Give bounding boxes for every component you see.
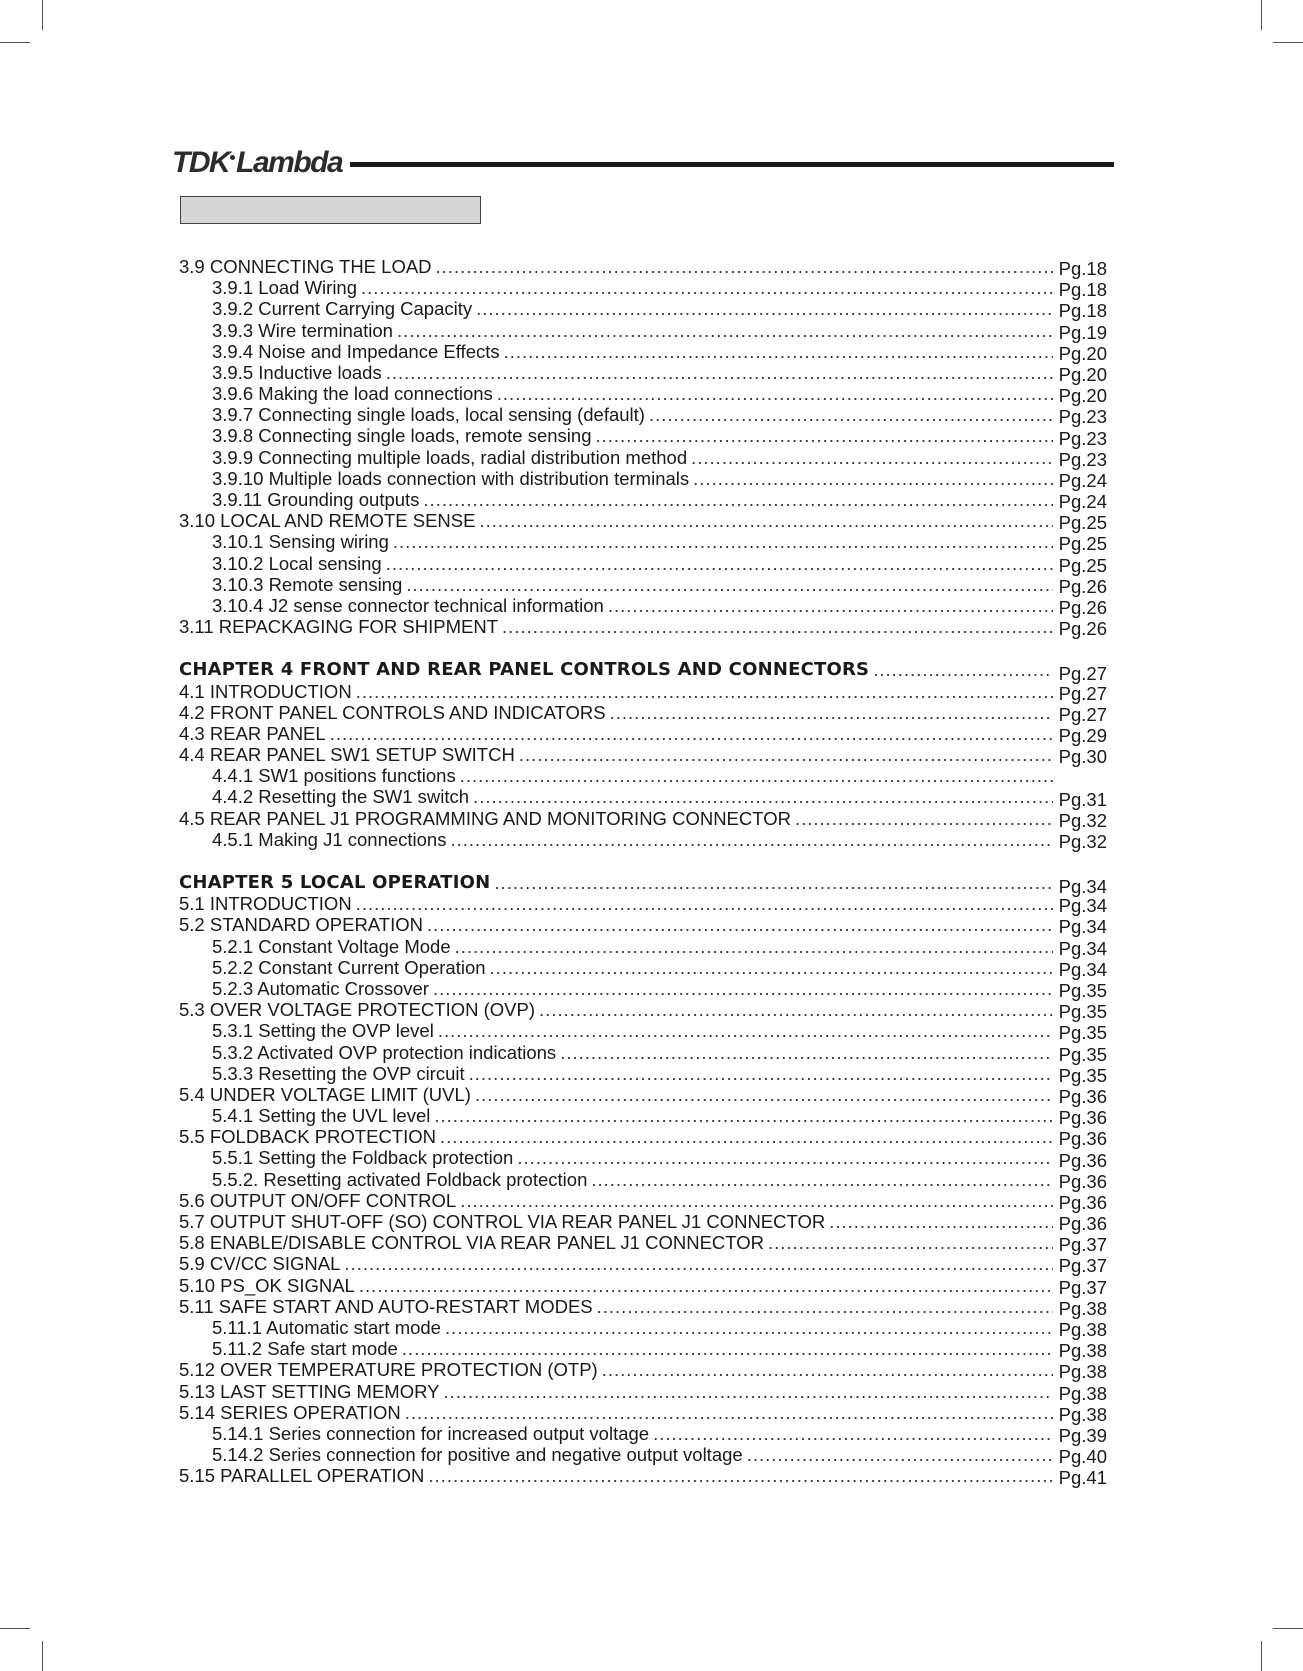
dot-leader bbox=[873, 659, 1053, 680]
toc-entry-label: 3.9.2 Current Carrying Capacity bbox=[212, 298, 476, 319]
toc-leader bbox=[179, 681, 1053, 702]
toc-page-number: Pg.36 bbox=[1058, 1128, 1107, 1150]
toc-page-number: Pg.36 bbox=[1058, 1085, 1107, 1107]
toc-entry[interactable] bbox=[179, 1126, 1107, 1150]
toc-page-number: Pg.38 bbox=[1058, 1297, 1107, 1319]
dot-leader bbox=[433, 978, 1053, 999]
toc-entry-label: 3.11 REPACKAGING FOR SHIPMENT bbox=[179, 616, 502, 637]
toc-entry[interactable] bbox=[179, 298, 1107, 322]
toc-page-number: Pg.26 bbox=[1058, 597, 1107, 618]
toc-leader bbox=[179, 1190, 1053, 1211]
toc-entry[interactable] bbox=[179, 808, 1107, 829]
toc-page-number: Pg.38 bbox=[1058, 1382, 1107, 1404]
toc-page-number: Pg.37 bbox=[1058, 1255, 1107, 1277]
dot-leader bbox=[693, 468, 1053, 489]
dot-leader bbox=[591, 1169, 1053, 1190]
toc-page-number: Pg.34 bbox=[1058, 958, 1107, 980]
toc-entry[interactable] bbox=[179, 1338, 1107, 1362]
dot-leader bbox=[445, 1317, 1053, 1338]
dot-leader bbox=[610, 702, 1053, 723]
toc-page-number: Pg.34 bbox=[1058, 876, 1107, 898]
toc-page-number: Pg.34 bbox=[1058, 937, 1107, 959]
toc-entry[interactable] bbox=[179, 1253, 1107, 1277]
toc-entry-label: 3.9 CONNECTING THE LOAD bbox=[179, 256, 436, 277]
toc-page-number: Pg.34 bbox=[1058, 895, 1107, 917]
toc-entry-label: 5.4.1 Setting the UVL level bbox=[212, 1105, 434, 1126]
crop-mark bbox=[42, 0, 43, 30]
toc-page-number: Pg.18 bbox=[1058, 300, 1107, 322]
toc-page-number: Pg.34 bbox=[1058, 916, 1107, 938]
toc-page-number: Pg.23 bbox=[1058, 448, 1107, 470]
toc-entry[interactable] bbox=[179, 765, 1107, 786]
dot-leader bbox=[649, 404, 1053, 425]
toc-leader bbox=[212, 489, 1053, 510]
toc-entry[interactable] bbox=[179, 277, 1107, 301]
toc-leader bbox=[212, 1317, 1053, 1338]
toc-entry-label: 5.5.1 Setting the Foldback protection bbox=[212, 1148, 517, 1169]
toc-page-number: Pg.18 bbox=[1058, 258, 1107, 279]
toc-entry-label: 3.9.8 Connecting single loads, remote sensing bbox=[212, 426, 596, 447]
dot-leader bbox=[436, 256, 1053, 277]
toc-entry-label: 3.9.11 Grounding outputs bbox=[212, 489, 423, 510]
toc-leader bbox=[212, 765, 1053, 786]
toc-page-number: Pg.35 bbox=[1058, 1022, 1107, 1044]
toc-entry-label: 3.9.7 Connecting single loads, local sensing (default) bbox=[212, 404, 649, 425]
dot-leader bbox=[434, 1105, 1053, 1126]
toc-entry-label: 5.14.2 Series connection for positive and negative output voltage bbox=[212, 1444, 747, 1465]
toc-leader bbox=[212, 1042, 1053, 1063]
toc-entry-label: 5.6 OUTPUT ON/OFF CONTROL bbox=[179, 1190, 460, 1211]
toc-entry-label: 3.9.3 Wire termination bbox=[212, 320, 397, 341]
toc-entry[interactable] bbox=[179, 574, 1107, 595]
dot-leader bbox=[423, 489, 1053, 510]
toc-leader bbox=[212, 787, 1053, 808]
toc-entry[interactable] bbox=[179, 1169, 1107, 1190]
toc-leader bbox=[179, 510, 1053, 531]
toc-entry-label: 4.5.1 Making J1 connections bbox=[212, 829, 450, 850]
toc-entry-label: 5.5 FOLDBACK PROTECTION bbox=[179, 1126, 440, 1147]
dot-leader bbox=[653, 1423, 1053, 1444]
toc-entry[interactable] bbox=[179, 1465, 1107, 1489]
toc-page-number: Pg.37 bbox=[1058, 1276, 1107, 1298]
dot-leader bbox=[829, 1211, 1053, 1232]
toc-entry[interactable] bbox=[179, 1190, 1107, 1211]
toc-entry-label: 4.4 REAR PANEL SW1 SETUP SWITCH bbox=[179, 744, 519, 765]
toc-entry[interactable] bbox=[179, 468, 1107, 489]
toc-entry-label: 5.14 SERIES OPERATION bbox=[179, 1402, 405, 1423]
toc-leader bbox=[212, 595, 1053, 616]
dot-leader bbox=[473, 787, 1053, 808]
crop-mark bbox=[0, 42, 30, 43]
dot-leader bbox=[517, 1148, 1053, 1169]
toc-page-number: Pg.23 bbox=[1058, 427, 1107, 449]
toc-leader bbox=[179, 1275, 1053, 1296]
toc-entry-label: 5.10 PS_OK SIGNAL bbox=[179, 1275, 359, 1296]
toc-leader bbox=[179, 893, 1053, 914]
toc-leader bbox=[212, 1020, 1053, 1041]
dot-leader bbox=[427, 914, 1053, 935]
toc-leader bbox=[212, 1063, 1053, 1084]
toc-page-number: Pg.26 bbox=[1058, 575, 1107, 597]
toc-leader bbox=[179, 808, 1053, 829]
dot-leader bbox=[539, 999, 1053, 1020]
toc-leader bbox=[179, 723, 1053, 744]
toc-entry-label: 5.4 UNDER VOLTAGE LIMIT (UVL) bbox=[179, 1084, 475, 1105]
dot-leader bbox=[386, 553, 1053, 574]
toc-entry-label: 5.7 OUTPUT SHUT-OFF (SO) CONTROL VIA REAR PANEL J1 CONNECTOR bbox=[179, 1211, 829, 1232]
dot-leader bbox=[502, 616, 1053, 637]
toc-leader bbox=[212, 362, 1053, 383]
toc-entry[interactable] bbox=[179, 787, 1107, 808]
toc-entry-label: 5.3.1 Setting the OVP level bbox=[212, 1020, 438, 1041]
toc-page-number: Pg.27 bbox=[1058, 682, 1107, 704]
dot-leader bbox=[497, 383, 1053, 404]
toc-page-number: Pg.24 bbox=[1058, 469, 1107, 491]
toc-entry-label: 4.4.2 Resetting the SW1 switch bbox=[212, 787, 473, 808]
toc-leader bbox=[179, 744, 1053, 765]
toc-entry[interactable] bbox=[179, 595, 1107, 616]
toc-page-number: Pg.27 bbox=[1058, 663, 1107, 685]
toc-page-number: Pg.36 bbox=[1058, 1191, 1107, 1213]
dot-leader bbox=[438, 1020, 1053, 1041]
toc-page-number: Pg.19 bbox=[1058, 321, 1107, 343]
toc-leader bbox=[212, 978, 1053, 999]
dot-leader bbox=[450, 829, 1053, 850]
toc-chapter-heading[interactable] bbox=[179, 872, 1107, 898]
toc-page-number: Pg.38 bbox=[1058, 1319, 1107, 1340]
toc-leader bbox=[212, 1148, 1053, 1169]
crop-mark bbox=[0, 1628, 30, 1629]
dot-leader bbox=[795, 808, 1053, 829]
toc-leader bbox=[212, 1105, 1053, 1126]
toc-entry-label: 5.15 PARALLEL OPERATION bbox=[179, 1465, 428, 1486]
dot-leader bbox=[460, 765, 1053, 786]
toc-entry[interactable] bbox=[179, 1359, 1107, 1383]
toc-entry-label: 5.2.1 Constant Voltage Mode bbox=[212, 936, 455, 957]
toc-entry-label: 3.10.4 J2 sense connector technical information bbox=[212, 595, 608, 616]
toc-leader bbox=[179, 1211, 1053, 1232]
toc-entry[interactable] bbox=[179, 1042, 1107, 1063]
toc-page-number: Pg.20 bbox=[1058, 363, 1107, 385]
dot-leader bbox=[560, 1042, 1053, 1063]
crop-mark bbox=[42, 1641, 43, 1671]
crop-mark bbox=[1261, 1641, 1262, 1671]
toc-entry[interactable] bbox=[179, 616, 1107, 640]
crop-mark bbox=[1261, 0, 1262, 30]
toc-leader bbox=[212, 936, 1053, 957]
toc-entry[interactable] bbox=[179, 1423, 1107, 1444]
toc-leader bbox=[179, 1465, 1053, 1486]
toc-entry[interactable] bbox=[179, 426, 1107, 447]
dot-leader bbox=[344, 1253, 1053, 1274]
toc-leader bbox=[179, 616, 1053, 637]
toc-entry[interactable] bbox=[179, 978, 1107, 999]
toc-leader bbox=[212, 298, 1053, 319]
toc-entry[interactable] bbox=[179, 1020, 1107, 1044]
toc-entry-label: 4.5 REAR PANEL J1 PROGRAMMING AND MONITORING CONNECTOR bbox=[179, 808, 795, 829]
toc-page-number: Pg.37 bbox=[1058, 1234, 1107, 1256]
header-rule bbox=[350, 162, 1114, 167]
dot-leader bbox=[504, 341, 1053, 362]
toc-leader bbox=[212, 574, 1053, 595]
toc-page-number: Pg.26 bbox=[1058, 618, 1107, 640]
toc-chapter-heading[interactable] bbox=[179, 659, 1107, 685]
toc-page-number: Pg.36 bbox=[1058, 1213, 1107, 1235]
toc-entry[interactable] bbox=[179, 320, 1107, 341]
toc-entry-label: 4.2 FRONT PANEL CONTROLS AND INDICATORS bbox=[179, 702, 610, 723]
toc-entry-label: 3.10 LOCAL AND REMOTE SENSE bbox=[179, 510, 479, 531]
toc-entry-label: 3.9.6 Making the load connections bbox=[212, 383, 497, 404]
toc-entry[interactable] bbox=[179, 893, 1107, 917]
toc-leader bbox=[212, 1338, 1053, 1359]
dot-leader bbox=[356, 681, 1053, 702]
toc-entry[interactable] bbox=[179, 362, 1107, 383]
toc-page-number: Pg.35 bbox=[1058, 980, 1107, 1001]
toc-entry[interactable] bbox=[179, 1317, 1107, 1338]
toc-entry-label: 5.3 OVER VOLTAGE PROTECTION (OVP) bbox=[179, 999, 539, 1020]
dot-leader bbox=[443, 1381, 1053, 1402]
toc-entry-label: 5.9 CV/CC SIGNAL bbox=[179, 1253, 344, 1274]
toc-entry-label: 5.12 OVER TEMPERATURE PROTECTION (OTP) bbox=[179, 1359, 602, 1380]
toc-entry-label: 5.3.2 Activated OVP protection indications bbox=[212, 1042, 560, 1063]
dot-leader bbox=[768, 1232, 1053, 1253]
dot-leader bbox=[359, 1275, 1053, 1296]
toc-entry[interactable] bbox=[179, 553, 1107, 574]
toc-leader bbox=[179, 1253, 1053, 1274]
toc-entry[interactable] bbox=[179, 723, 1107, 744]
toc-entry-label: 3.10.2 Local sensing bbox=[212, 553, 386, 574]
toc-entry-label: 4.4.1 SW1 positions functions bbox=[212, 765, 460, 786]
toc-page-number: Pg.36 bbox=[1058, 1170, 1107, 1192]
toc-page-number: Pg.32 bbox=[1058, 830, 1107, 852]
toc-page-number: Pg.25 bbox=[1058, 512, 1107, 534]
toc-entry[interactable] bbox=[179, 1381, 1107, 1402]
toc-leader bbox=[179, 1084, 1053, 1105]
toc-leader bbox=[212, 447, 1053, 468]
toc-entry-label: 5.11.2 Safe start mode bbox=[212, 1338, 402, 1359]
toc-page-number: Pg.36 bbox=[1058, 1149, 1107, 1171]
toc-page-number: Pg.27 bbox=[1058, 703, 1107, 725]
dot-leader bbox=[519, 744, 1053, 765]
toc-leader bbox=[179, 872, 1053, 893]
toc-entry[interactable] bbox=[179, 1232, 1107, 1256]
dot-leader bbox=[494, 872, 1053, 893]
toc-leader bbox=[212, 531, 1053, 552]
dot-leader bbox=[460, 1190, 1053, 1211]
toc-leader bbox=[179, 659, 1053, 680]
toc-entry-label: 3.10.3 Remote sensing bbox=[212, 574, 406, 595]
toc-entry[interactable] bbox=[179, 999, 1107, 1023]
toc-page-number: Pg.38 bbox=[1058, 1403, 1107, 1425]
toc-entry-label: 5.11 SAFE START AND AUTO-RESTART MODES bbox=[179, 1296, 597, 1317]
dot-leader bbox=[476, 298, 1053, 319]
toc-entry[interactable] bbox=[179, 914, 1107, 938]
toc-entry-label: 5.2 STANDARD OPERATION bbox=[179, 914, 427, 935]
toc-leader bbox=[212, 383, 1053, 404]
toc-page-number: Pg.35 bbox=[1058, 1043, 1107, 1065]
toc-entry-label: 5.1 INTRODUCTION bbox=[179, 893, 356, 914]
toc-entry-label: 4.1 INTRODUCTION bbox=[179, 681, 356, 702]
toc-entry[interactable] bbox=[179, 489, 1107, 513]
toc-entry-label: 3.9.10 Multiple loads connection with distribution terminals bbox=[212, 468, 693, 489]
toc-page-number: Pg.40 bbox=[1058, 1446, 1107, 1468]
toc-page-number: Pg.24 bbox=[1058, 491, 1107, 513]
toc-leader bbox=[179, 1296, 1053, 1317]
toc-entry[interactable] bbox=[179, 1105, 1107, 1129]
toc-leader bbox=[212, 1444, 1053, 1465]
toc-leader bbox=[212, 426, 1053, 447]
toc-entry-label: 5.5.2. Resetting activated Foldback protection bbox=[212, 1169, 591, 1190]
toc-page-number: Pg.38 bbox=[1058, 1340, 1107, 1362]
toc-entry[interactable] bbox=[179, 531, 1107, 555]
toc-page-number: Pg.36 bbox=[1058, 1107, 1107, 1129]
toc-entry[interactable] bbox=[179, 1444, 1107, 1468]
toc-leader bbox=[179, 1359, 1053, 1380]
toc-entry[interactable] bbox=[179, 404, 1107, 428]
page-header bbox=[172, 146, 1114, 180]
section-title-box bbox=[180, 196, 481, 224]
toc-page-number: Pg.38 bbox=[1058, 1361, 1107, 1383]
toc-entry-label: 5.11.1 Automatic start mode bbox=[212, 1317, 445, 1338]
dot-leader bbox=[361, 277, 1053, 298]
dot-leader bbox=[479, 510, 1053, 531]
toc-entry-label: 3.9.9 Connecting multiple loads, radial distribution method bbox=[212, 447, 691, 468]
crop-mark bbox=[1273, 42, 1303, 43]
toc-leader bbox=[212, 957, 1053, 978]
dot-leader bbox=[597, 1296, 1053, 1317]
dot-leader bbox=[747, 1444, 1053, 1465]
dot-leader bbox=[405, 1402, 1053, 1423]
toc-entry-label: 5.3.3 Resetting the OVP circuit bbox=[212, 1063, 469, 1084]
toc-entry-label: CHAPTER 4 FRONT AND REAR PANEL CONTROLS AND CONNECTORS bbox=[179, 659, 873, 680]
toc-page-number: Pg.31 bbox=[1058, 788, 1107, 810]
toc-entry-label: 5.2.3 Automatic Crossover bbox=[212, 978, 433, 999]
toc-entry-label: 3.9.4 Noise and Impedance Effects bbox=[212, 341, 504, 362]
toc-entry[interactable] bbox=[179, 1211, 1107, 1235]
toc-leader bbox=[179, 1381, 1053, 1402]
dot-leader bbox=[406, 574, 1053, 595]
toc-leader bbox=[212, 468, 1053, 489]
toc-leader bbox=[179, 1126, 1053, 1147]
dot-leader bbox=[602, 1359, 1053, 1380]
toc-entry-label: 4.3 REAR PANEL bbox=[179, 723, 330, 744]
toc-entry[interactable] bbox=[179, 447, 1107, 468]
toc-entry[interactable] bbox=[179, 510, 1107, 534]
tdk-lambda-logo: TDK Lambda bbox=[172, 146, 343, 179]
crop-mark bbox=[1273, 1628, 1303, 1629]
toc-leader bbox=[212, 553, 1053, 574]
toc-leader bbox=[212, 1423, 1053, 1444]
toc-entry[interactable] bbox=[179, 681, 1107, 702]
toc-entry[interactable] bbox=[179, 1296, 1107, 1317]
toc-entry-label: 3.9.1 Load Wiring bbox=[212, 277, 361, 298]
dot-leader bbox=[356, 893, 1053, 914]
toc-leader bbox=[212, 1169, 1053, 1190]
toc-entry-label: 5.2.2 Constant Current Operation bbox=[212, 957, 490, 978]
toc-page-number: Pg.35 bbox=[1058, 1064, 1107, 1086]
toc-entry[interactable] bbox=[179, 1084, 1107, 1105]
toc-entry[interactable] bbox=[179, 1402, 1107, 1423]
toc-entry[interactable] bbox=[179, 1148, 1107, 1169]
dot-leader bbox=[393, 531, 1053, 552]
toc-page-number: Pg.20 bbox=[1058, 385, 1107, 407]
toc-leader bbox=[179, 1232, 1053, 1253]
dot-leader bbox=[428, 1465, 1053, 1486]
dot-leader bbox=[386, 362, 1053, 383]
toc-page-number: Pg.25 bbox=[1058, 554, 1107, 576]
toc-entry-label: 3.9.5 Inductive loads bbox=[212, 362, 386, 383]
dot-leader bbox=[608, 595, 1053, 616]
dot-leader bbox=[455, 936, 1053, 957]
toc-leader bbox=[212, 829, 1053, 850]
toc-leader bbox=[179, 1402, 1053, 1423]
toc-entry-label: CHAPTER 5 LOCAL OPERATION bbox=[179, 872, 494, 893]
toc-leader bbox=[179, 702, 1053, 723]
toc-leader bbox=[212, 341, 1053, 362]
toc-entry[interactable] bbox=[179, 1063, 1107, 1084]
toc-page-number: Pg.23 bbox=[1058, 406, 1107, 428]
toc-entry[interactable] bbox=[179, 341, 1107, 362]
toc-page-number: Pg.29 bbox=[1058, 724, 1107, 746]
dot-leader bbox=[402, 1338, 1053, 1359]
dot-leader bbox=[691, 447, 1053, 468]
toc-leader bbox=[212, 320, 1053, 341]
toc-entry-label: 5.14.1 Series connection for increased output voltage bbox=[212, 1423, 653, 1444]
dot-leader bbox=[596, 426, 1054, 447]
dot-leader bbox=[469, 1063, 1053, 1084]
toc-leader bbox=[179, 999, 1053, 1020]
dot-leader bbox=[397, 320, 1053, 341]
dot-leader bbox=[330, 723, 1053, 744]
toc-leader bbox=[179, 914, 1053, 935]
toc-page-number: Pg.32 bbox=[1058, 809, 1107, 831]
dot-leader bbox=[490, 957, 1053, 978]
toc-entry[interactable] bbox=[179, 957, 1107, 978]
toc-leader bbox=[179, 256, 1053, 277]
toc-entry-label: 5.8 ENABLE/DISABLE CONTROL VIA REAR PANEL J1 CONNECTOR bbox=[179, 1232, 768, 1253]
toc-page-number: Pg.39 bbox=[1058, 1424, 1107, 1446]
toc-page-number: Pg.41 bbox=[1058, 1467, 1107, 1489]
toc-entry-label: 5.13 LAST SETTING MEMORY bbox=[179, 1381, 443, 1402]
toc-entry[interactable] bbox=[179, 936, 1107, 957]
toc-page-number: Pg.18 bbox=[1058, 279, 1107, 301]
toc-entry[interactable] bbox=[179, 1275, 1107, 1296]
toc-entry[interactable] bbox=[179, 829, 1107, 850]
toc-page-number: Pg.25 bbox=[1058, 533, 1107, 555]
dot-leader bbox=[440, 1126, 1053, 1147]
toc-entry-label: 3.10.1 Sensing wiring bbox=[212, 531, 393, 552]
dot-leader bbox=[475, 1084, 1053, 1105]
toc-entry[interactable] bbox=[179, 744, 1107, 768]
toc-page-number: Pg.20 bbox=[1058, 342, 1107, 364]
toc-entry[interactable] bbox=[179, 383, 1107, 407]
toc-entry[interactable] bbox=[179, 702, 1107, 723]
toc-entry[interactable] bbox=[179, 256, 1107, 277]
toc-page-number: Pg.30 bbox=[1058, 746, 1107, 768]
toc-page-number: Pg.35 bbox=[1058, 1001, 1107, 1023]
toc-leader bbox=[212, 404, 1053, 425]
toc-leader bbox=[212, 277, 1053, 298]
table-of-contents bbox=[179, 256, 1107, 1487]
